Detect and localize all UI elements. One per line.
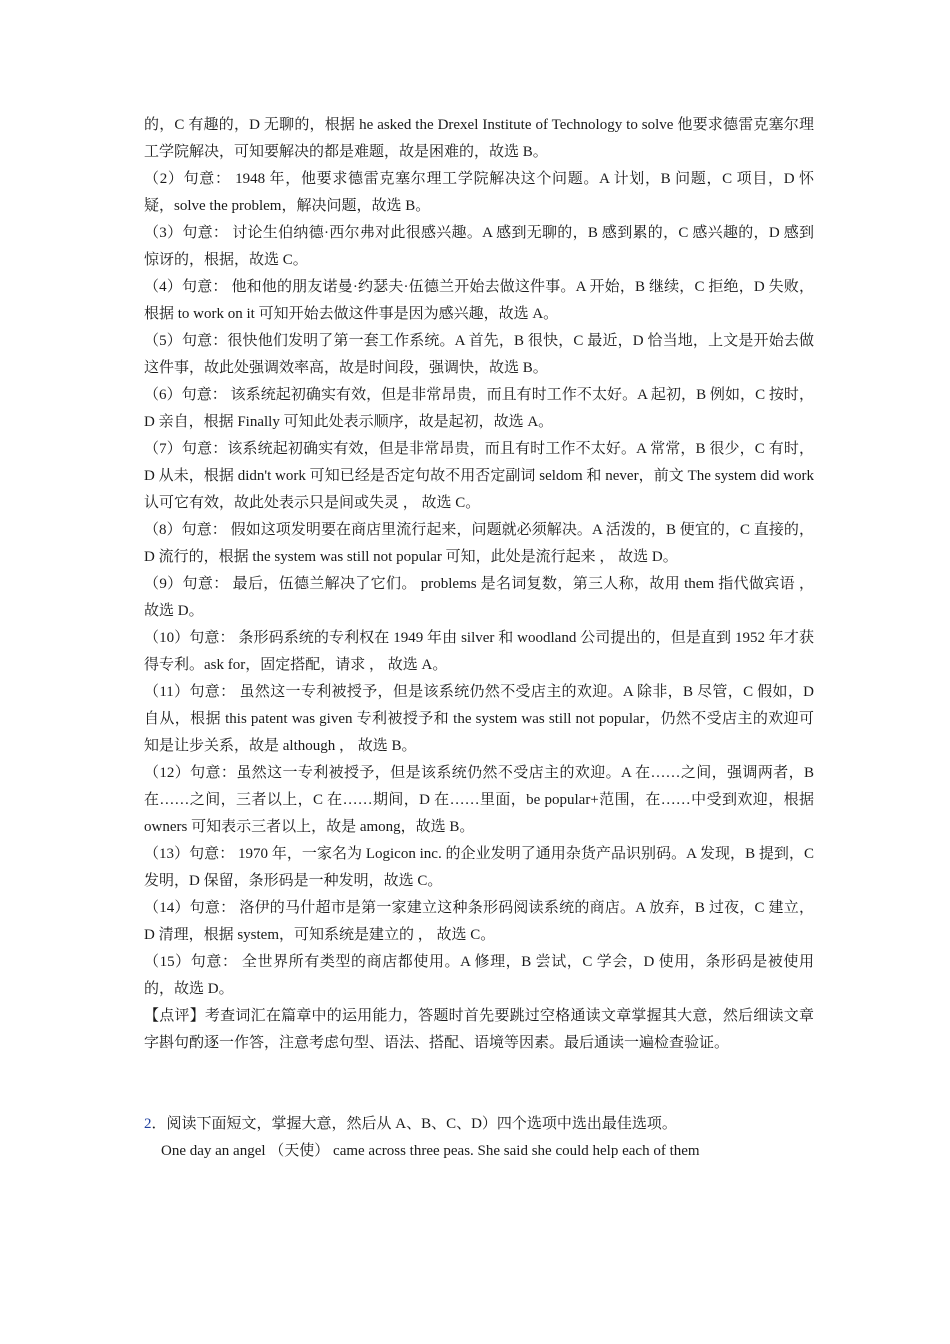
explanation-paragraph: （10）句意： 条形码系统的专利权在 1949 年由 silver 和 woodland 公司提出的，但是直到 1952 年才获得专利。ask for，固定搭配，请求 ， 故选 A。 — [144, 630, 814, 673]
explanation-paragraph: （5）句意：很快他们发明了第一套工作系统。A 首先，B 很快，C 最近，D 恰当地，上文是开始去做这件事，故此处强调效率高，故是时间段，强调快，故选 B。 — [144, 333, 814, 376]
explanation-paragraph: 的，C 有趣的，D 无聊的，根据 he asked the Drexel Institute of Technology to solve 他要求德雷克塞尔理工学院解决，可知要解决的都是难题，故是困难的，故选 B。 — [144, 117, 814, 160]
explanation-paragraph: （12）句意：虽然这一专利被授予，但是该系统仍然不受店主的欢迎。A 在……之间，强调两者，B 在……之间，三者以上，C 在……期间，D 在……里面，be popular+范围，在……中受到欢迎，根据 owners 可知表示三者以上，故是 among，故选 B。 — [144, 765, 814, 835]
explanation-paragraph: （15）句意： 全世界所有类型的商店都使用。A 修理，B 尝试，C 学会，D 使用，条形码是被使用的，故选 D。 — [144, 954, 814, 997]
passage-text: One day an angel （天使） came across three peas. She said she could help each of them — [161, 1143, 700, 1159]
question-instruction: ．阅读下面短文，掌握大意，然后从 A、B、C、D）四个选项中选出最佳选项。 — [151, 1116, 677, 1132]
explanation-paragraph: （6）句意： 该系统起初确实有效，但是非常昂贵，而且有时工作不太好。A 起初，B 例如，C 按时，D 亲自，根据 Finally 可知此处表示顺序，故是起初，故选 A。 — [144, 387, 814, 430]
comment-paragraph: 【点评】考查词汇在篇章中的运用能力，答题时首先要跳过空格通读文章掌握其大意，然后细读文章字斟句酌逐一作答，注意考虑句型、语法、搭配、语境等因素。最后通读一遍检查验证。 — [144, 1008, 814, 1051]
explanation-paragraph: （4）句意： 他和他的朋友诺曼·约瑟夫·伍德兰开始去做这件事。A 开始，B 继续，C 拒绝，D 失败，根据 to work on it 可知开始去做这件事是因为感兴趣，故选 A。 — [144, 279, 814, 322]
explanation-paragraph: （13）句意： 1970 年，一家名为 Logicon inc. 的企业发明了通用杂货产品识别码。A 发现，B 提到，C 发明，D 保留，条形码是一种发明，故选 C。 — [144, 846, 814, 889]
explanation-paragraph: （2）句意： 1948 年，他要求德雷克塞尔理工学院解决这个问题。A 计划，B 问题，C 项目，D 怀疑，solve the problem，解决问题，故选 B。 — [144, 171, 814, 214]
explanation-paragraph: （14）句意： 洛伊的马什超市是第一家建立这种条形码阅读系统的商店。A 放弃，B 过夜，C 建立，D 清理，根据 system，可知系统是建立的 ， 故选 C。 — [144, 900, 814, 943]
question-number: 2 — [144, 1116, 152, 1132]
explanation-paragraph: （3）句意： 讨论生伯纳德·西尔弗对此很感兴趣。A 感到无聊的，B 感到累的，C 感兴趣的，D 感到惊讶的，根据，故选 C。 — [144, 225, 814, 268]
spacer — [144, 1057, 814, 1111]
question-heading — [144, 1111, 814, 1138]
explanation-paragraph: （9）句意： 最后，伍德兰解决了它们。 problems 是名词复数，第三人称，故用 them 指代做宾语 ， 故选 D。 — [144, 576, 814, 619]
explanation-paragraph: （11）句意： 虽然这一专利被授予，但是该系统仍然不受店主的欢迎。A 除非，B 尽管，C 假如，D 自从，根据 this patent was given 专利被授予和 the system was still not popular，仍然不受店主的欢迎可知是让步关系，故是 although ， 故选 B。 — [144, 684, 814, 754]
document-body — [144, 112, 814, 1165]
explanation-paragraph: （7）句意：该系统起初确实有效，但是非常昂贵，而且有时工作不太好。A 常常，B 很少，C 有时，D 从未，根据 didn't work 可知已经是否定句故不用否定副词 seldom 和 never，前文 The system did work 认可它有效，故此处表示只是间或失灵 ， 故选 C。 — [144, 441, 814, 511]
explanation-paragraph: （8）句意： 假如这项发明要在商店里流行起来，问题就必须解决。A 活泼的，B 便宜的，C 直接的，D 流行的，根据 the system was still not popular 可知，此处是流行起来 ， 故选 D。 — [144, 522, 814, 565]
